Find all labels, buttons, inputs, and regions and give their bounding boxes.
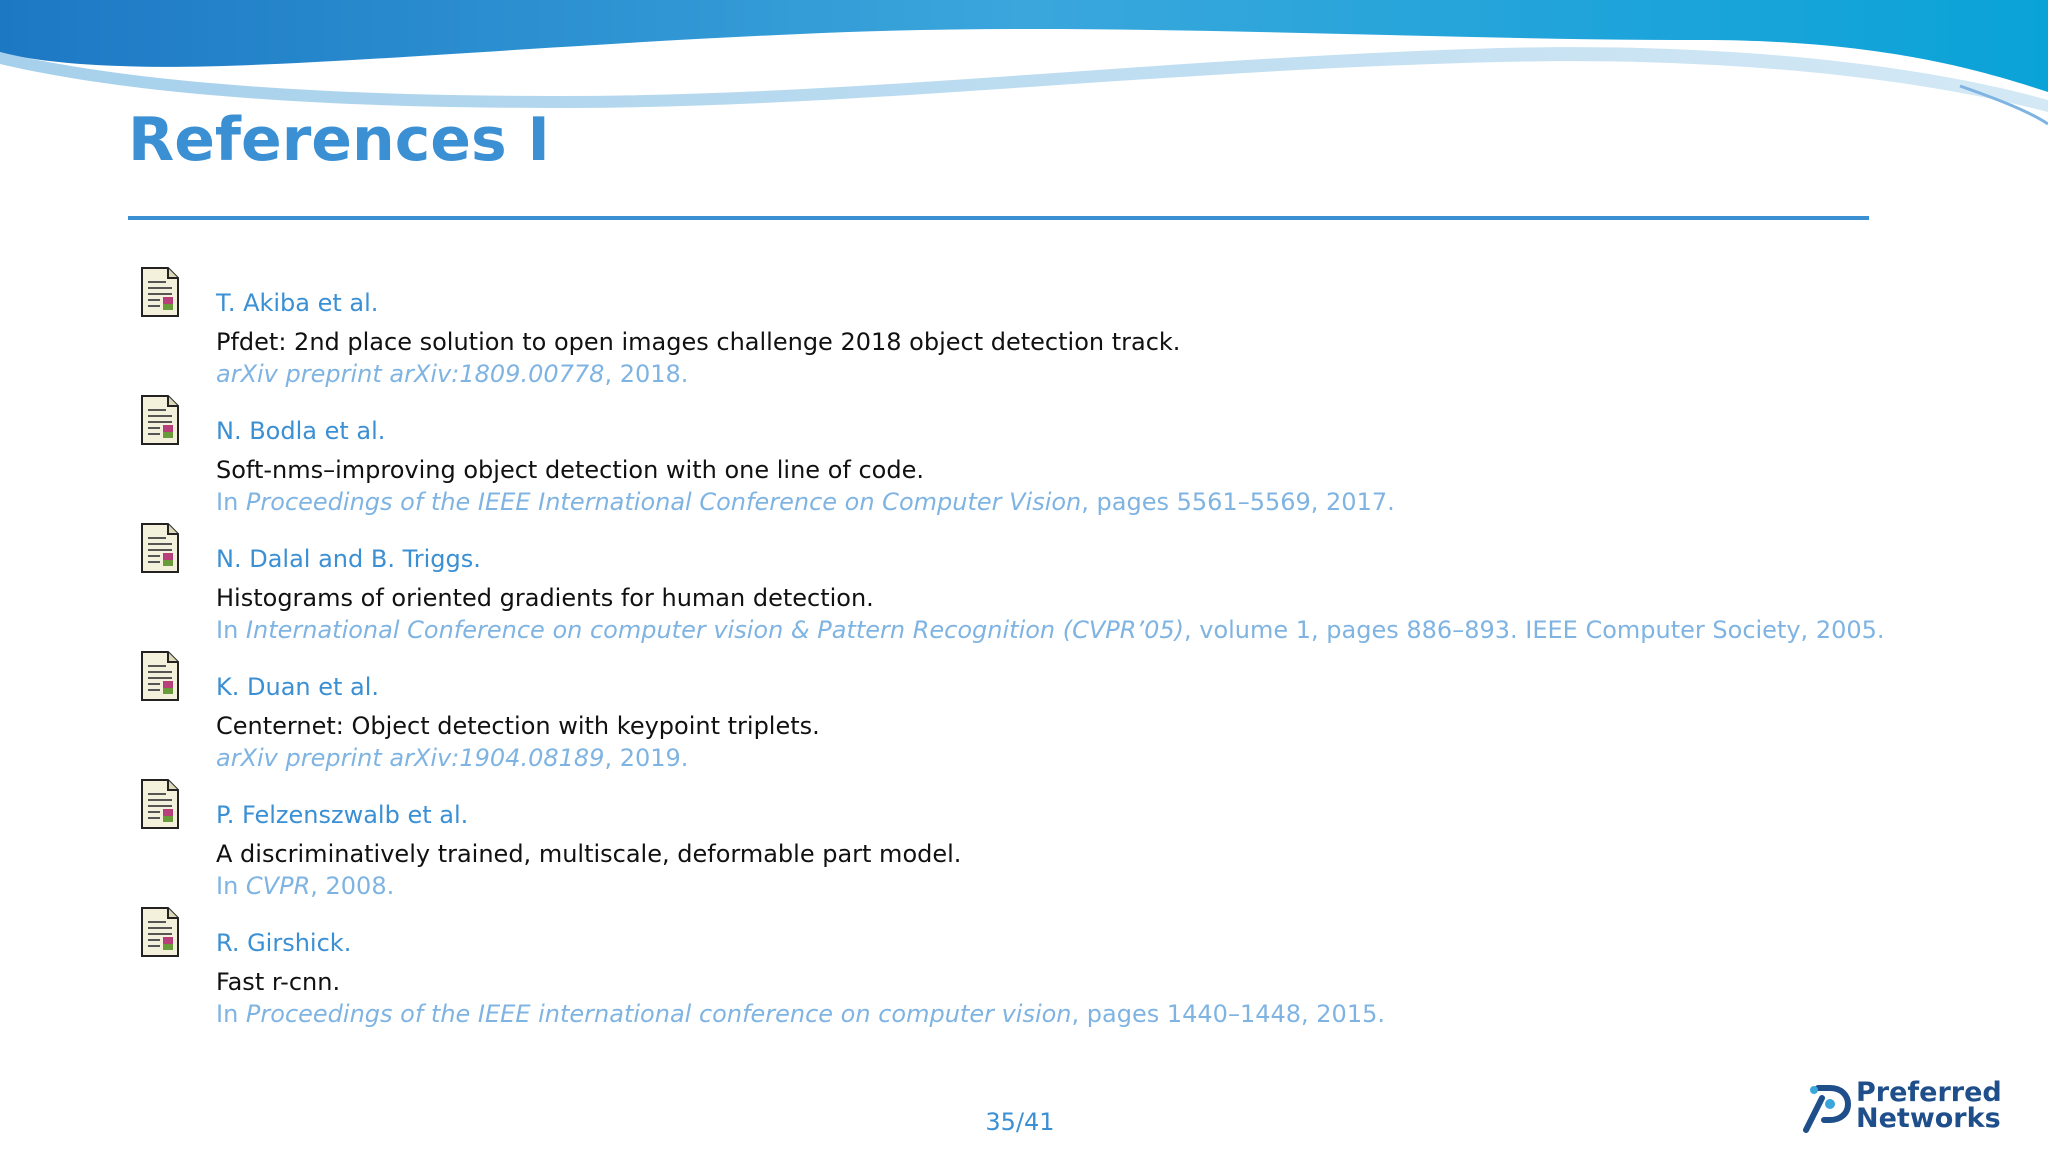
preferred-networks-logo-icon xyxy=(1800,1082,1852,1134)
reference-venue: arXiv preprint arXiv:1904.08189, 2019. xyxy=(216,744,689,772)
reference-title: Centernet: Object detection with keypoint triplets. xyxy=(216,712,820,740)
reference-title: Histograms of oriented gradients for human detection. xyxy=(216,584,874,612)
slide-title: References I xyxy=(128,105,550,175)
reference-item xyxy=(140,902,2000,1030)
reference-author: P. Felzenszwalb et al. xyxy=(216,801,469,829)
reference-venue: In International Conference on computer vision & Pattern Recognition (CVPR’05), volume 1, pages 886–893. IEEE Computer Society, 2005. xyxy=(216,616,1885,644)
reference-venue: arXiv preprint arXiv:1809.00778, 2018. xyxy=(216,360,689,388)
document-icon xyxy=(140,266,180,318)
reference-author: N. Bodla et al. xyxy=(216,417,386,445)
reference-item xyxy=(140,646,2000,774)
reference-list xyxy=(140,262,2000,1030)
brand-line-1: Preferred xyxy=(1856,1077,2002,1108)
reference-title: Soft-nms–improving object detection with one line of code. xyxy=(216,456,924,484)
document-icon xyxy=(140,394,180,446)
document-icon xyxy=(140,778,180,830)
reference-author: R. Girshick. xyxy=(216,929,352,957)
reference-title: Pfdet: 2nd place solution to open images challenge 2018 object detection track. xyxy=(216,328,1181,356)
preferred-networks-logo xyxy=(1800,1077,2024,1136)
reference-author: N. Dalal and B. Triggs. xyxy=(216,545,481,573)
title-underline xyxy=(128,216,1869,220)
reference-item xyxy=(140,518,2000,646)
page-number: 35/41 xyxy=(985,1108,1055,1136)
brand-line-2: Networks xyxy=(1856,1103,2001,1134)
reference-venue: In Proceedings of the IEEE International Conference on Computer Vision, pages 5561–5569, 2017. xyxy=(216,488,1395,516)
reference-author: T. Akiba et al. xyxy=(216,289,379,317)
reference-item xyxy=(140,262,2000,390)
reference-venue: In Proceedings of the IEEE international conference on computer vision, pages 1440–1448, 2015. xyxy=(216,1000,1385,1028)
reference-item xyxy=(140,774,2000,902)
brand-wordmark xyxy=(1856,1077,2002,1134)
document-icon xyxy=(140,650,180,702)
reference-item xyxy=(140,390,2000,518)
reference-title: A discriminatively trained, multiscale, deformable part model. xyxy=(216,840,962,868)
reference-author: K. Duan et al. xyxy=(216,673,380,701)
reference-title: Fast r-cnn. xyxy=(216,968,341,996)
reference-venue: In CVPR, 2008. xyxy=(216,872,395,900)
document-icon xyxy=(140,906,180,958)
document-icon xyxy=(140,522,180,574)
